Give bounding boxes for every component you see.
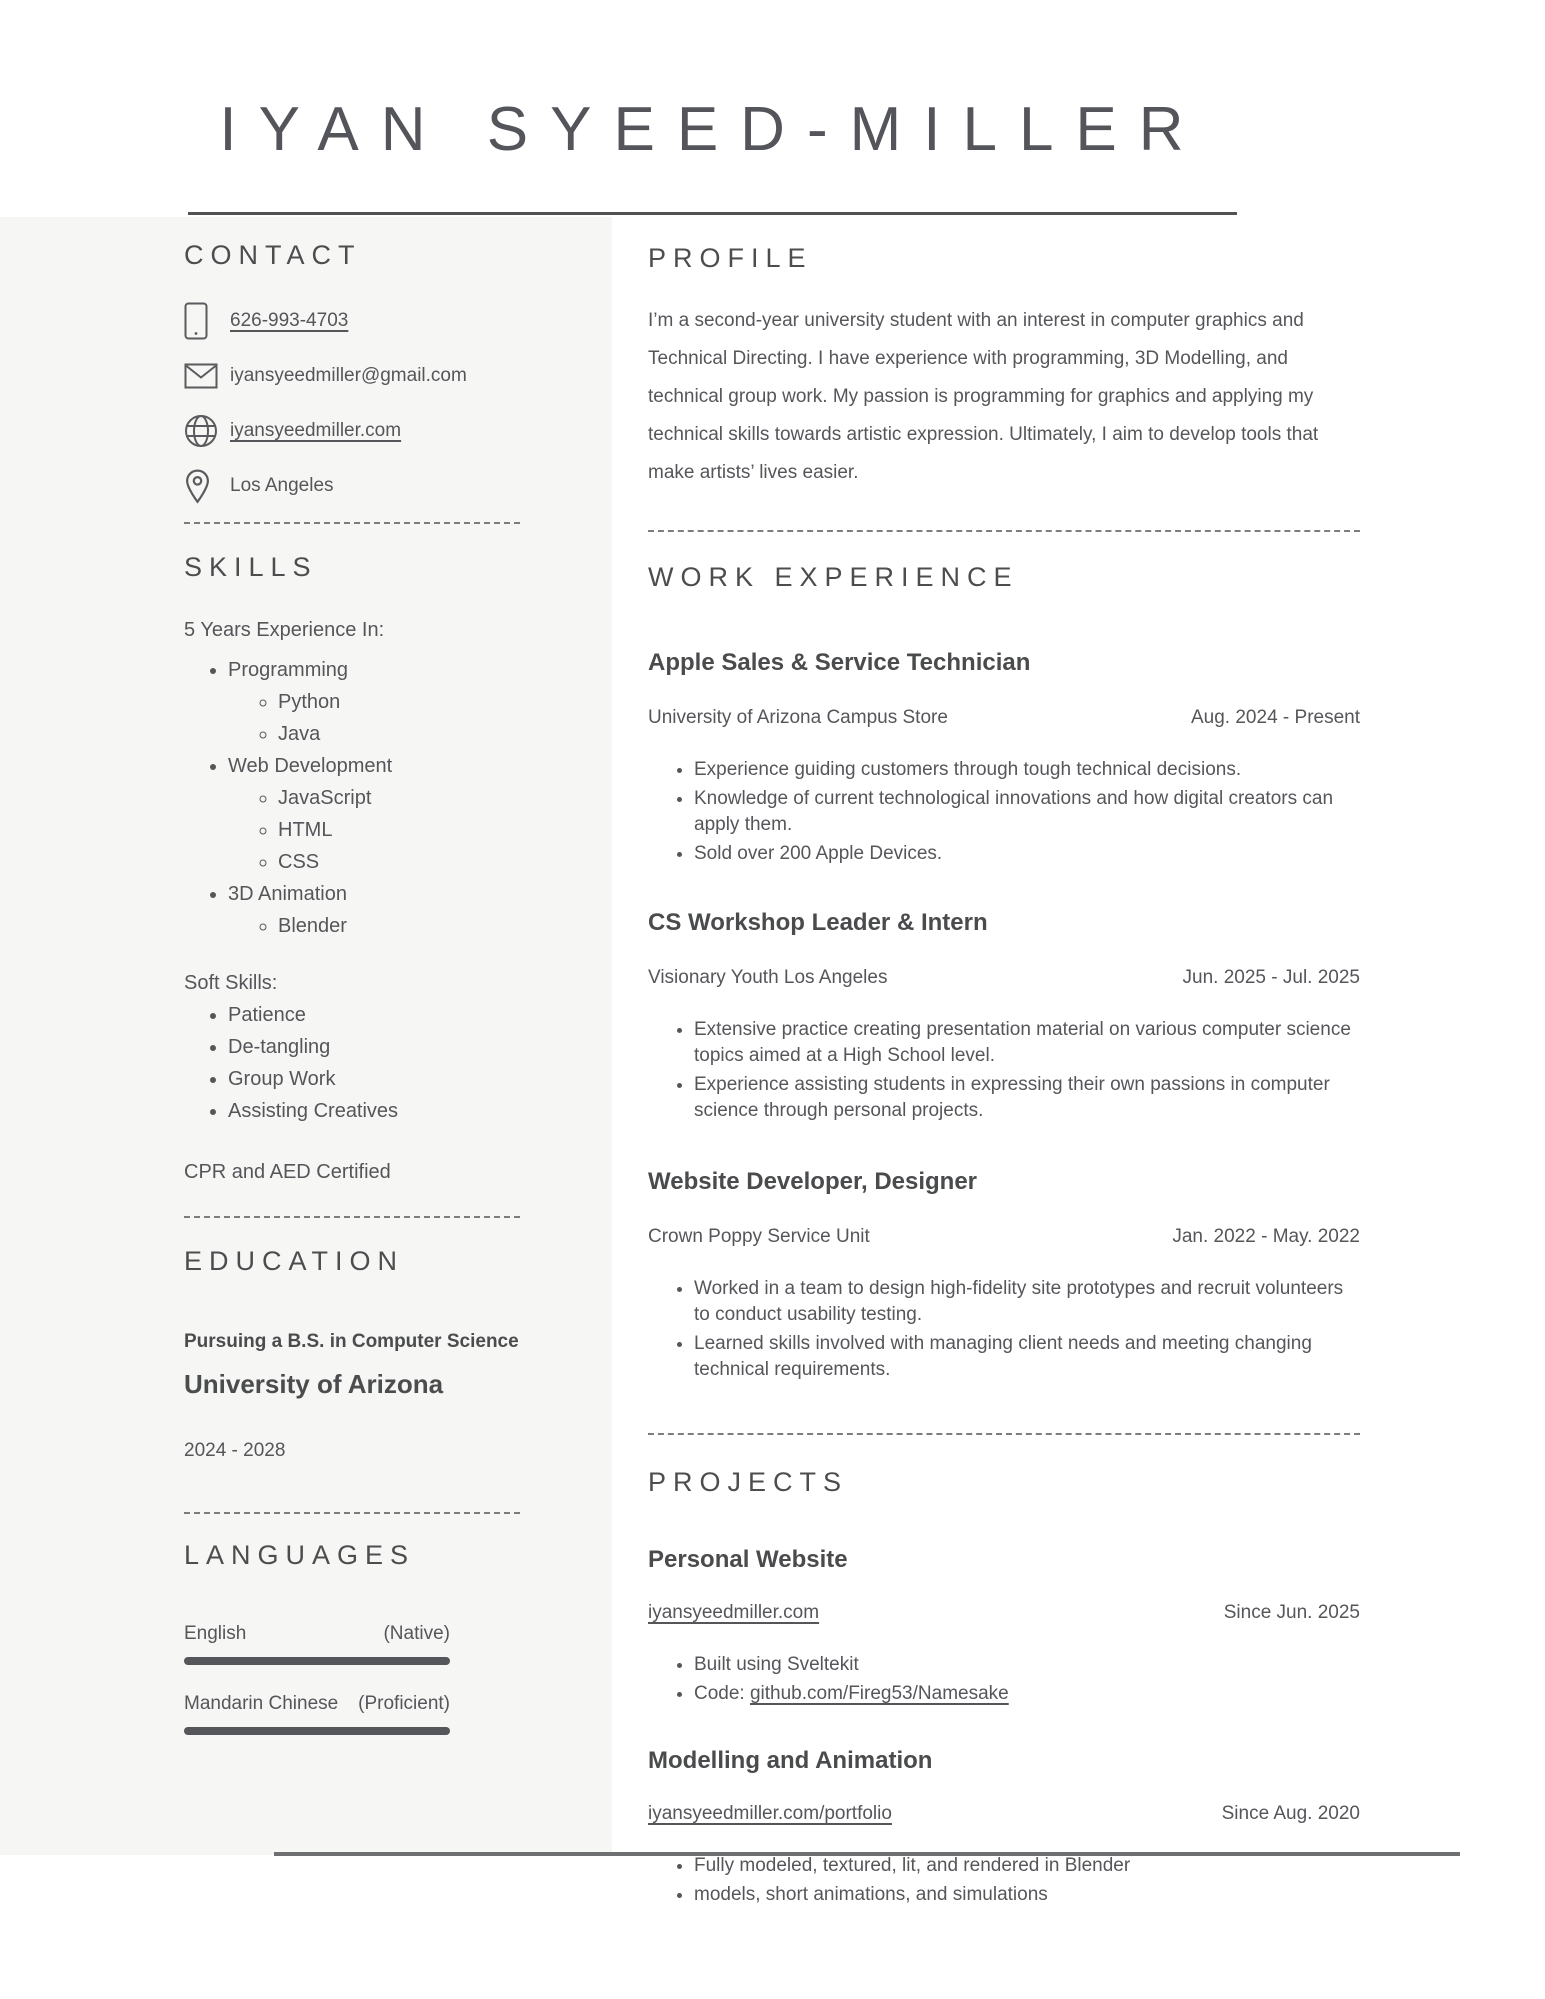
language-row-mandarin <box>184 1693 450 1735</box>
job-bullet: • Sold over 200 Apple Devices. <box>694 841 1360 867</box>
language-name: English <box>184 1623 247 1644</box>
skills-section-title: SKILLS <box>184 552 318 582</box>
project-entry <box>648 1747 1360 1908</box>
project-bullet-list <box>648 1652 1360 1707</box>
job-dates: Jun. 2025 - Jul. 2025 <box>1182 967 1360 988</box>
project-dates: Since Aug. 2020 <box>1221 1803 1360 1824</box>
contact-list <box>184 301 520 506</box>
skill-sublist <box>228 910 520 942</box>
job-role: CS Workshop Leader & Intern <box>648 909 988 936</box>
job-bullet: • Worked in a team to design high-fidelity site prototypes and recruit volunteers to conduct usability testing. <box>694 1276 1360 1328</box>
globe-icon <box>184 414 230 448</box>
project-name: Personal Website <box>648 1546 848 1573</box>
dashed-divider <box>648 530 1360 532</box>
project-name: Modelling and Animation <box>648 1747 933 1774</box>
phone-link[interactable]: 626-993-4703 <box>230 310 349 331</box>
job-entry <box>648 1168 1360 1383</box>
job-bullet: • Extensive practice creating presentation material on various computer science topics aimed at a High School level. <box>694 1017 1360 1069</box>
job-bullet: • Experience guiding customers through tough technical decisions. <box>694 757 1360 783</box>
dashed-divider <box>648 1433 1360 1435</box>
location-text: Los Angeles <box>230 475 334 496</box>
contact-item-location <box>184 466 520 506</box>
dashed-divider <box>184 1512 520 1514</box>
contact-item-website <box>184 411 520 451</box>
skill-item: ◦ Java <box>278 718 520 750</box>
job-bullet-list <box>648 757 1360 867</box>
certification-text: CPR and AED Certified <box>184 1161 391 1183</box>
skill-item: ◦ Python <box>278 686 520 718</box>
project-bullet-list <box>648 1853 1360 1908</box>
project-bullet <box>694 1681 1360 1707</box>
project-entry <box>648 1546 1360 1707</box>
sidebar <box>184 240 520 1735</box>
language-row-english <box>184 1623 450 1665</box>
job-bullet: • Knowledge of current technological innovations and how digital creators can apply them. <box>694 786 1360 838</box>
education-school: University of Arizona <box>184 1369 444 1399</box>
job-dates: Aug. 2024 - Present <box>1191 707 1360 728</box>
languages-section-title: LANGUAGES <box>184 1540 416 1570</box>
skill-sublist <box>228 686 520 750</box>
skill-group-label: 3D Animation <box>228 883 347 905</box>
job-role: Apple Sales & Service Technician <box>648 649 1031 676</box>
soft-skills-label: Soft Skills: <box>184 972 278 994</box>
job-bullet: • Experience assisting students in expressing their own passions in computer science through personal projects. <box>694 1072 1360 1124</box>
skill-item: ◦ HTML <box>278 814 520 846</box>
skill-group <box>228 654 520 750</box>
job-organization: University of Arizona Campus Store <box>648 707 948 728</box>
skill-item: ◦ Blender <box>278 910 520 942</box>
email-text: iyansyeedmiller@gmail.com <box>230 365 467 386</box>
job-organization: Visionary Youth Los Angeles <box>648 967 888 988</box>
project-bullet: • Fully modeled, textured, lit, and rendered in Blender <box>694 1853 1360 1879</box>
location-pin-icon <box>184 469 230 504</box>
project-bullet: • models, short animations, and simulations <box>694 1882 1360 1908</box>
education-section-title: EDUCATION <box>184 1246 405 1276</box>
contact-section-title: CONTACT <box>184 240 362 270</box>
job-entry <box>648 909 1360 1124</box>
soft-skill-item: • De-tangling <box>228 1031 520 1063</box>
dashed-divider <box>184 1216 520 1218</box>
skill-item: ◦ JavaScript <box>278 782 520 814</box>
project-dates: Since Jun. 2025 <box>1223 1602 1360 1623</box>
github-link[interactable]: github.com/Fireg53/Namesake <box>749 1683 1009 1704</box>
job-bullet-list <box>648 1017 1360 1124</box>
profile-section-title: PROFILE <box>648 243 813 273</box>
website-link[interactable]: iyansyeedmiller.com <box>230 420 402 441</box>
profile-text: I’m a second-year university student with an interest in computer graphics and Technical Directing. I have experience with programming, 3D Modelling, and technical group work. My passion is programming for graphics and applying my technical skills towards artistic expression. Ultimately, I aim to develop tools that make artists’ lives easier. <box>648 310 1319 483</box>
skill-group-label: Programming <box>228 659 349 681</box>
header-rule <box>188 212 1237 215</box>
language-proficiency-bar <box>184 1657 450 1665</box>
job-bullet-list <box>648 1276 1360 1383</box>
projects-section-title: PROJECTS <box>648 1467 849 1497</box>
contact-item-email <box>184 356 520 396</box>
work-experience-section-title: WORK EXPERIENCE <box>648 562 1019 592</box>
language-level: (Proficient) <box>358 1693 450 1714</box>
skill-group-label: Web Development <box>228 755 393 777</box>
soft-skills-list <box>184 999 520 1127</box>
soft-skill-item: • Group Work <box>228 1063 520 1095</box>
skill-sublist <box>228 782 520 878</box>
dashed-divider <box>184 522 520 524</box>
language-proficiency-bar <box>184 1727 450 1735</box>
soft-skill-item: • Assisting Creatives <box>228 1095 520 1127</box>
job-dates: Jan. 2022 - May. 2022 <box>1172 1226 1360 1247</box>
code-label: Code: <box>694 1683 750 1704</box>
job-organization: Crown Poppy Service Unit <box>648 1226 870 1247</box>
skill-item: ◦ CSS <box>278 846 520 878</box>
skills-list <box>184 654 520 942</box>
job-role: Website Developer, Designer <box>648 1168 978 1195</box>
education-dates: 2024 - 2028 <box>184 1440 286 1461</box>
page-title: IYAN SYEED-MILLER <box>219 95 1206 164</box>
contact-item-phone <box>184 301 520 341</box>
education-degree: Pursuing a B.S. in Computer Science <box>184 1331 519 1352</box>
phone-icon <box>184 302 230 340</box>
job-entry <box>648 649 1360 867</box>
project-link[interactable]: iyansyeedmiller.com/portfolio <box>648 1803 892 1824</box>
job-bullet: • Learned skills involved with managing client needs and meeting changing technical requirements. <box>694 1331 1360 1383</box>
project-link[interactable]: iyansyeedmiller.com <box>648 1602 820 1623</box>
main-column <box>648 243 1360 1911</box>
mail-icon <box>184 363 230 389</box>
skill-group <box>228 878 520 942</box>
skill-group <box>228 750 520 878</box>
soft-skill-item: • Patience <box>228 999 520 1031</box>
skills-experience-label: 5 Years Experience In: <box>184 619 385 641</box>
language-level: (Native) <box>383 1623 450 1644</box>
project-bullet: • Built using Sveltekit <box>694 1652 1360 1678</box>
language-name: Mandarin Chinese <box>184 1693 339 1714</box>
